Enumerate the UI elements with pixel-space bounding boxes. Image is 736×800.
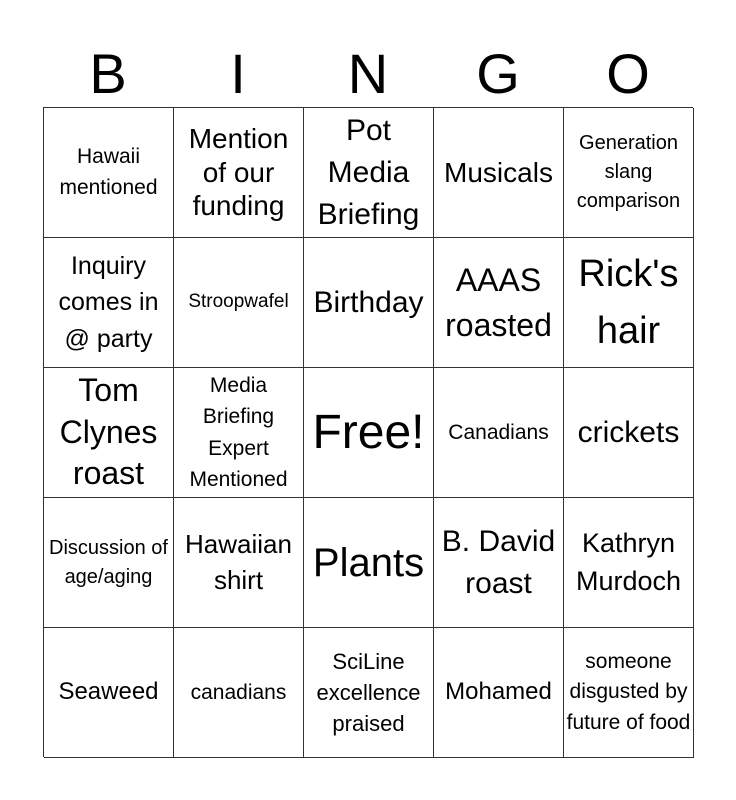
header-letter-i: I: [230, 42, 246, 105]
bingo-cell[interactable]: crickets: [564, 368, 694, 498]
bingo-cell[interactable]: Rick's hair: [564, 238, 694, 368]
bingo-cell[interactable]: Tom Clynes roast: [44, 368, 174, 498]
bingo-cell[interactable]: Hawaii mentioned: [44, 108, 174, 238]
bingo-cell[interactable]: Kathryn Murdoch: [564, 498, 694, 628]
bingo-cell[interactable]: Discussion of age/aging: [44, 498, 174, 628]
bingo-cell[interactable]: SciLine excellence praised: [304, 628, 434, 758]
bingo-cell[interactable]: Mention of our funding: [174, 108, 304, 238]
bingo-cell[interactable]: Seaweed: [44, 628, 174, 758]
bingo-cell[interactable]: someone disgusted by future of food: [564, 628, 694, 758]
header-letter-g: G: [476, 42, 520, 105]
bingo-board: [43, 107, 693, 757]
bingo-cell[interactable]: Musicals: [434, 108, 564, 238]
bingo-cell[interactable]: Birthday: [304, 238, 434, 368]
bingo-cell[interactable]: Free!: [304, 368, 434, 498]
bingo-cell[interactable]: Hawaiian shirt: [174, 498, 304, 628]
bingo-cell[interactable]: B. David roast: [434, 498, 564, 628]
bingo-cell[interactable]: AAAS roasted: [434, 238, 564, 368]
bingo-cell[interactable]: Canadians: [434, 368, 564, 498]
bingo-cell[interactable]: Mohamed: [434, 628, 564, 758]
bingo-cell[interactable]: Media Briefing Expert Mentioned: [174, 368, 304, 498]
bingo-cell[interactable]: Inquiry comes in @ party: [44, 238, 174, 368]
bingo-cell[interactable]: Stroopwafel: [174, 238, 304, 368]
bingo-cell[interactable]: Pot Media Briefing: [304, 108, 434, 238]
bingo-header: [43, 40, 693, 108]
bingo-cell[interactable]: canadians: [174, 628, 304, 758]
bingo-cell[interactable]: Plants: [304, 498, 434, 628]
header-letter-n: N: [347, 42, 389, 105]
header-letter-o: O: [606, 42, 650, 105]
header-letter-b: B: [89, 42, 127, 105]
bingo-cell[interactable]: Generation slang comparison: [564, 108, 694, 238]
